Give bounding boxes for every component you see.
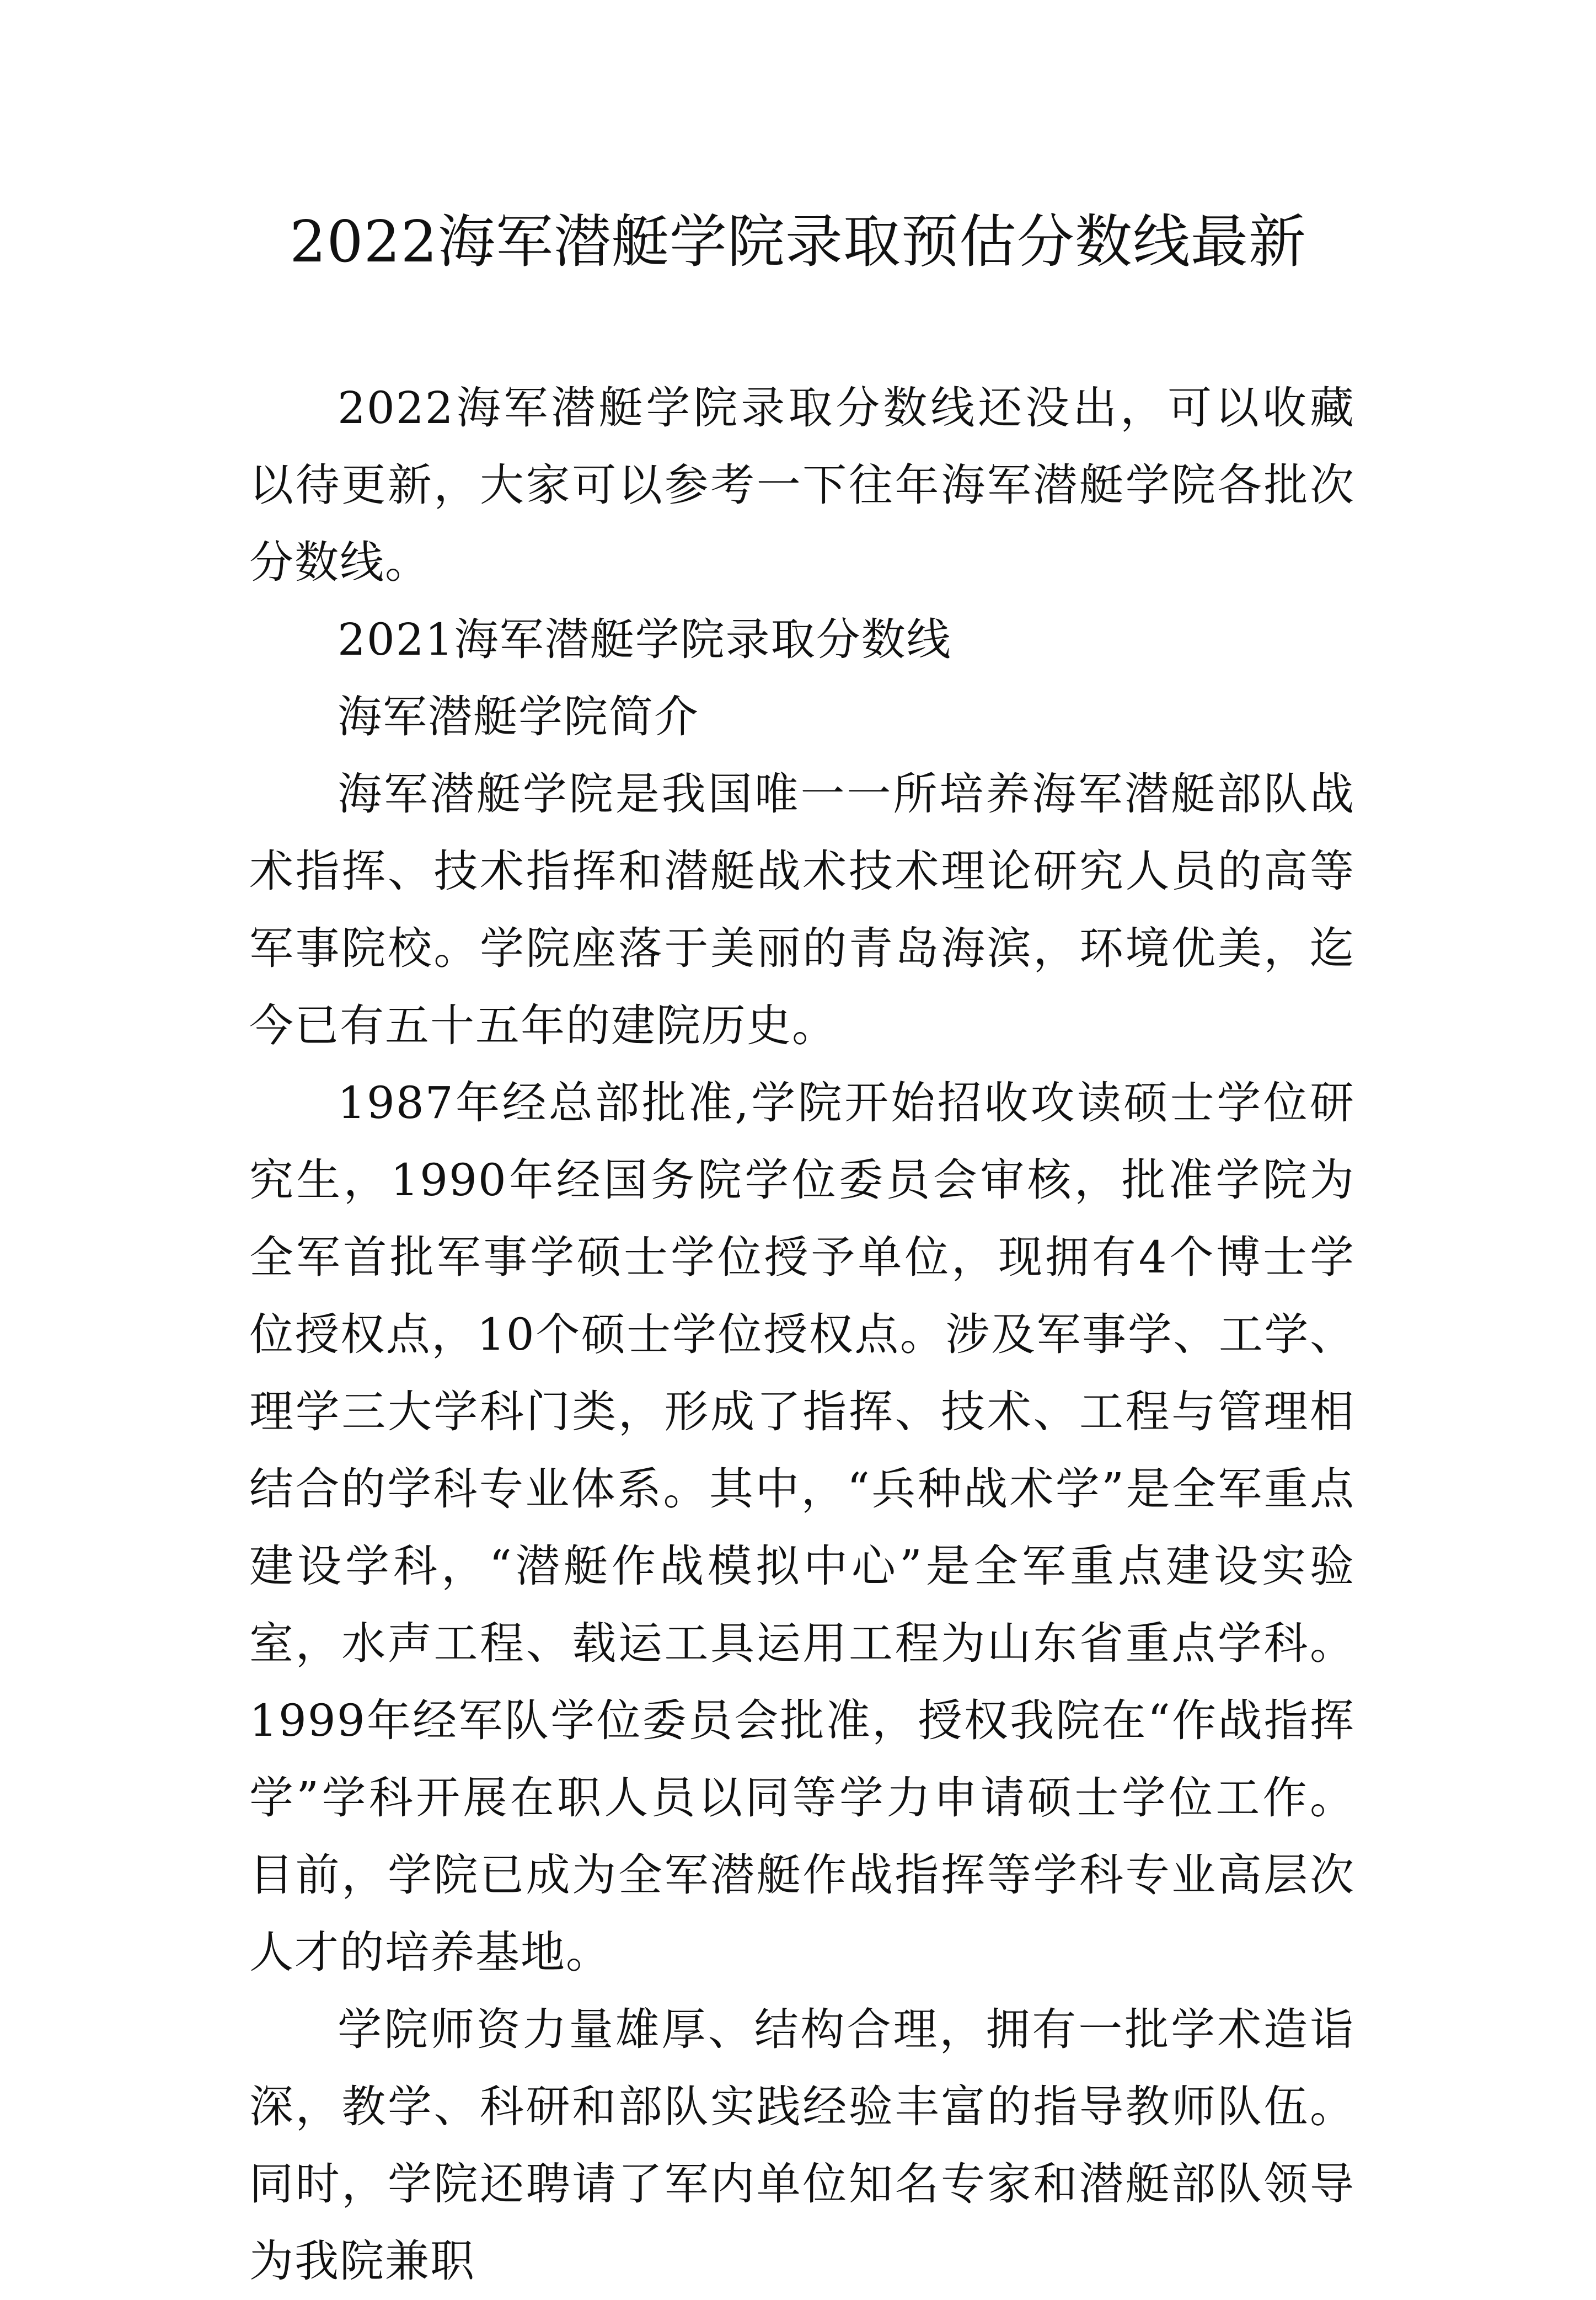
document-body — [249, 370, 1355, 2300]
paragraph-profile-heading: 海军潜艇学院简介 — [338, 691, 699, 742]
document-title: 2022海军潜艇学院录取预估分数线最新 — [290, 208, 1306, 275]
paragraph-history: 1987年经总部批准,学院开始招收攻读硕士学位研究生，1990年经国务院学位委员会审核，批准学院为全军首批军事学硕士学位授予单位，现拥有4个博士学位授权点，10个硕士学位授权点。涉及军事学、工学、理学三大学科门类，形成了指挥、技术、工程与管理相结合的学科专业体系。其中，“兵种战术学”是全军重点建设学科，“潜艇作战模拟中心”是全军重点建设实验室，水声工程、载运工具运用工程为山东省重点学科。1999年经军队学位委员会批准，授权我院在“作战指挥学”学科开展在职人员以同等学力申请硕士学位工作。目前，学院已成为全军潜艇作战指挥等学科专业高层次人才的培养基地。 — [249, 1077, 1355, 1978]
paragraph-overview: 海军潜艇学院是我国唯一一所培养海军潜艇部队战术指挥、技术指挥和潜艇战术技术理论研究人员的高等军事院校。学院座落于美丽的青岛海滨，环境优美，迄今已有五十五年的建院历史。 — [249, 768, 1355, 1051]
paragraph-2021-heading: 2021海军潜艇学院录取分数线 — [338, 614, 952, 665]
paragraph-intro: 2022海军潜艇学院录取分数线还没出，可以收藏以待更新，大家可以参考一下往年海军潜艇学院各批次分数线。 — [249, 382, 1355, 588]
paragraph-faculty: 学院师资力量雄厚、结构合理，拥有一批学术造诣深，教学、科研和部队实践经验丰富的指导教师队伍。同时，学院还聘请了军内单位知名专家和潜艇部队领导为我院兼职 — [249, 2004, 1355, 2287]
